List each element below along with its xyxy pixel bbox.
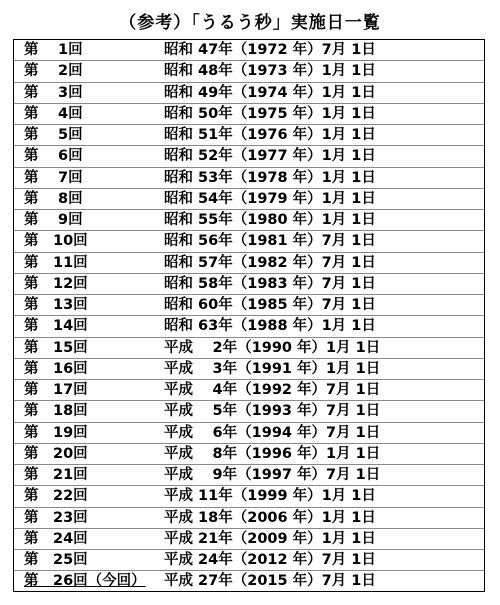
table-row: [14, 380, 484, 401]
table-row: [14, 295, 484, 316]
occurrence-number: 第 26回（今回）: [24, 573, 146, 590]
table-row: [14, 338, 484, 359]
implementation-date: 昭和 63年（1988 年）1月 1日: [164, 318, 376, 335]
table-row: [14, 125, 484, 146]
table-row: [14, 401, 484, 422]
implementation-date: 昭和 47年（1972 年）7月 1日: [164, 42, 376, 58]
implementation-date: 平成 24年（2012 年）7月 1日: [164, 552, 376, 568]
table-row: [14, 465, 484, 486]
implementation-date: 平成 3年（1991 年）1月 1日: [164, 360, 381, 377]
occurrence-number: 第 7回: [24, 169, 83, 186]
table-row: [14, 253, 484, 274]
table-row: [14, 40, 484, 61]
table-row: [14, 210, 484, 231]
implementation-date: 昭和 52年（1977 年）1月 1日: [164, 148, 376, 165]
table-row: [14, 83, 484, 104]
implementation-date: 昭和 58年（1983 年）7月 1日: [164, 275, 376, 292]
occurrence-number: 第 5回: [24, 127, 83, 143]
occurrence-number: 第 22回: [24, 488, 88, 505]
occurrence-number: 第 10回: [24, 233, 88, 250]
implementation-date: 昭和 51年（1976 年）1月 1日: [164, 127, 376, 143]
implementation-date: 平成 8年（1996 年）1月 1日: [164, 445, 381, 462]
table-row: [14, 231, 484, 252]
occurrence-number: 第 4回: [24, 105, 83, 122]
table-row: [14, 146, 484, 167]
occurrence-number: 第 25回: [24, 552, 88, 568]
implementation-date: 昭和 50年（1975 年）1月 1日: [164, 105, 376, 122]
implementation-date: 平成 9年（1997 年）7月 1日: [164, 467, 381, 483]
leap-second-table: [13, 39, 485, 592]
occurrence-number: 第 24回: [24, 530, 88, 547]
implementation-date: 平成 6年（1994 年）7月 1日: [164, 424, 381, 441]
implementation-date: 昭和 54年（1979 年）1月 1日: [164, 190, 376, 207]
implementation-date: 昭和 53年（1978 年）1月 1日: [164, 169, 376, 186]
table-row: [14, 444, 484, 465]
occurrence-number: 第 14回: [24, 318, 88, 335]
occurrence-number: 第 12回: [24, 275, 88, 292]
table-row: [14, 274, 484, 295]
occurrence-number: 第 13回: [24, 297, 88, 313]
implementation-date: 平成 18年（2006 年）1月 1日: [164, 509, 376, 526]
implementation-date: 平成 11年（1999 年）1月 1日: [164, 488, 376, 505]
implementation-date: 昭和 57年（1982 年）7月 1日: [164, 254, 376, 271]
implementation-date: 昭和 49年（1974 年）1月 1日: [164, 84, 376, 101]
occurrence-number: 第 9回: [24, 212, 83, 228]
table-row: [14, 61, 484, 82]
page-title: （参考）「うるう秒」実施日一覧: [119, 13, 381, 33]
occurrence-number: 第 6回: [24, 148, 83, 165]
table-row: [14, 508, 484, 529]
occurrence-number: 第 3回: [24, 84, 83, 101]
table-row: [14, 359, 484, 380]
occurrence-number: 第 11回: [24, 254, 88, 271]
occurrence-number: 第 2回: [24, 63, 83, 80]
occurrence-number: 第 20回: [24, 445, 88, 462]
table-row: [14, 486, 484, 507]
occurrence-number: 第 17回: [24, 382, 88, 398]
table-row: [14, 529, 484, 550]
occurrence-number: 第 23回: [24, 509, 88, 526]
implementation-date: 昭和 48年（1973 年）1月 1日: [164, 63, 376, 80]
table-row: [14, 168, 484, 189]
occurrence-number: 第 8回: [24, 190, 83, 207]
implementation-date: 平成 21年（2009 年）1月 1日: [164, 530, 376, 547]
occurrence-number: 第 1回: [24, 42, 83, 58]
table-row: [14, 104, 484, 125]
implementation-date: 平成 27年（2015 年）7月 1日: [164, 573, 376, 590]
occurrence-number: 第 18回: [24, 403, 88, 420]
implementation-date: 平成 5年（1993 年）7月 1日: [164, 403, 381, 420]
implementation-date: 昭和 60年（1985 年）7月 1日: [164, 297, 376, 313]
occurrence-number: 第 19回: [24, 424, 88, 441]
occurrence-number: 第 21回: [24, 467, 88, 483]
implementation-date: 平成 4年（1992 年）7月 1日: [164, 382, 381, 398]
implementation-date: 昭和 55年（1980 年）1月 1日: [164, 212, 376, 228]
implementation-date: 昭和 56年（1981 年）7月 1日: [164, 233, 376, 250]
table-row: [14, 550, 484, 571]
implementation-date: 平成 2年（1990 年）1月 1日: [164, 339, 381, 356]
occurrence-number: 第 15回: [24, 339, 88, 356]
table-row: [14, 571, 484, 592]
table-row: [14, 423, 484, 444]
table-row: [14, 316, 484, 337]
table-row: [14, 189, 484, 210]
occurrence-number: 第 16回: [24, 360, 88, 377]
